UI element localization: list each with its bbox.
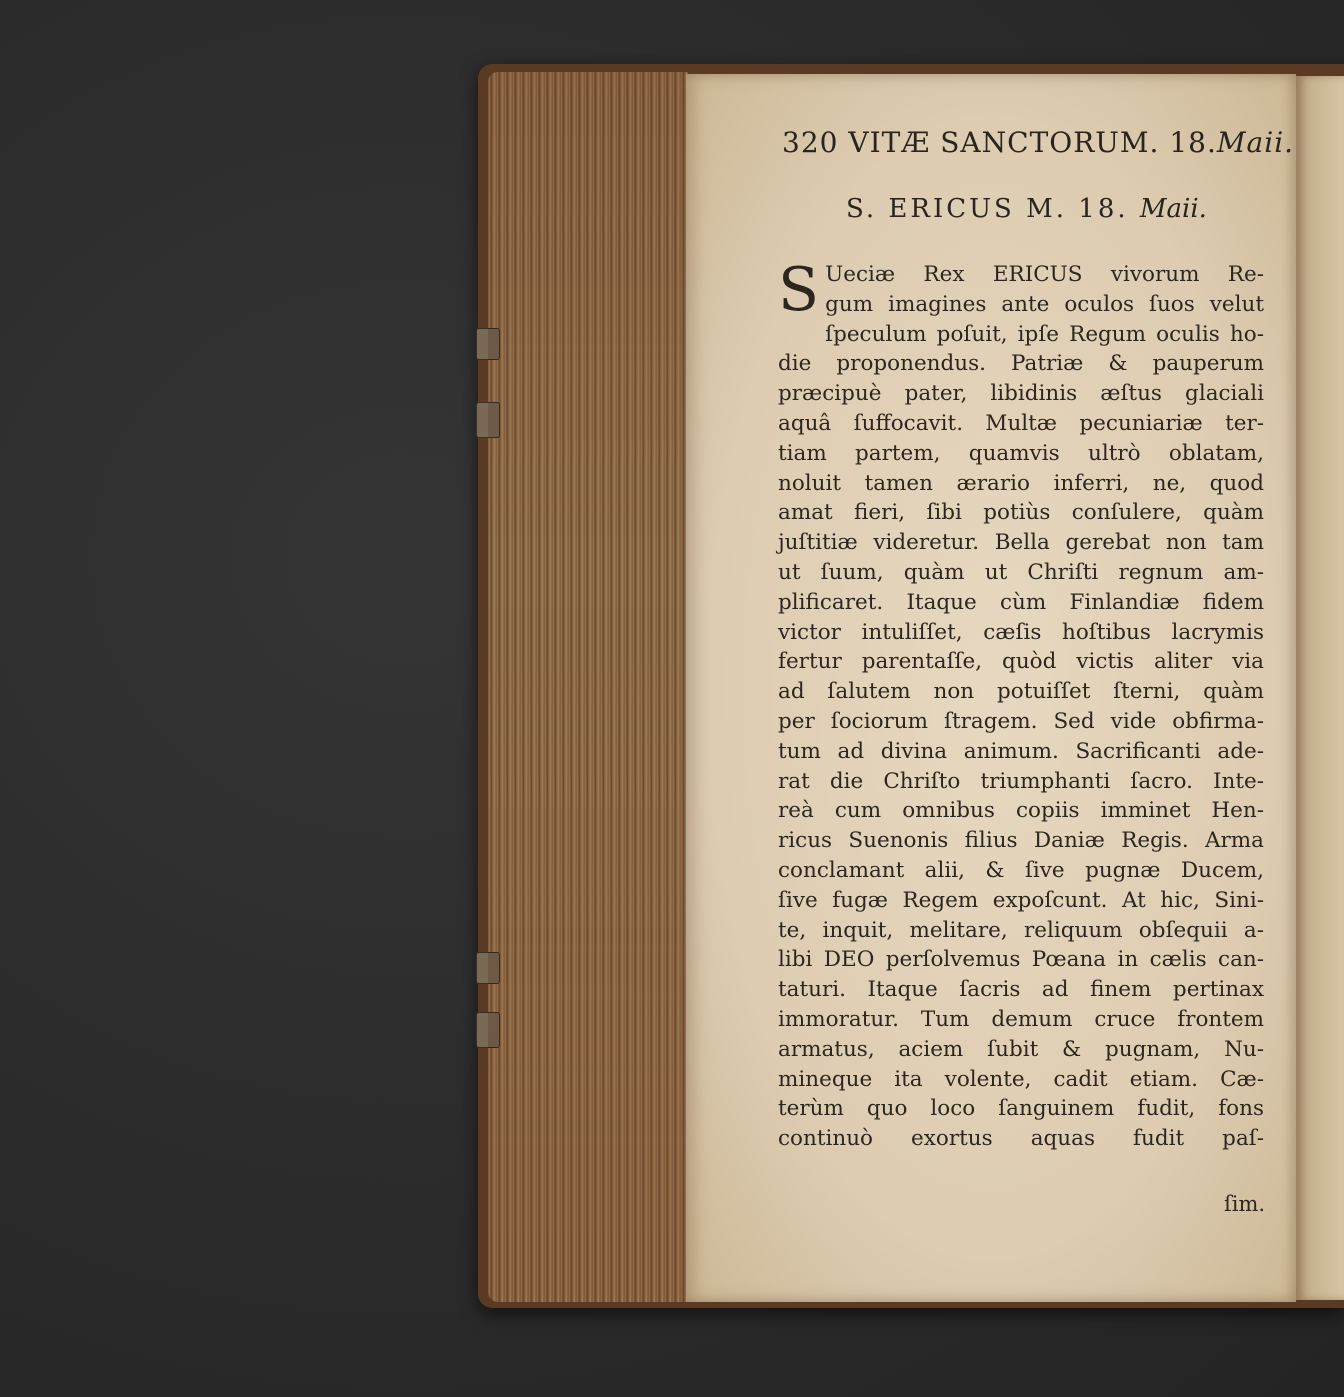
- text-line: ſpeculum poſuit, ipſe Regum oculis ho-: [825, 321, 1264, 347]
- open-book: [478, 58, 1344, 1308]
- text-line: tum ad divina animum. Sacrificanti ade-: [778, 738, 1264, 764]
- text-line: præcipuè pater, libidinis æſtus glaciali: [778, 381, 1264, 407]
- text-line: reà cum omnibus copiis imminet Hen-: [778, 798, 1264, 824]
- text-line: Ueciæ Rex ERICUS vivorum Re-: [825, 262, 1264, 287]
- text-line: immoratur. Tum demum cruce frontem: [778, 1006, 1264, 1032]
- clasp-lower-hinge: [476, 1012, 500, 1048]
- text-line: gum imagines ante oculos ſuos velut: [825, 291, 1264, 317]
- text-line: ut ſuum, quàm ut Chriſti regnum am-: [778, 559, 1264, 585]
- page-block-edges: [488, 72, 688, 1302]
- text-line: per ſociorum ſtragem. Sed vide obfirma-: [778, 708, 1264, 734]
- catchword: ſim.: [1224, 1192, 1266, 1216]
- book-page: [686, 74, 1296, 1302]
- text-line: terùm quo loco ſanguinem fudit, fons: [778, 1096, 1264, 1122]
- text-line: mineque ita volente, cadit etiam. Cæ-: [778, 1066, 1264, 1092]
- text-line: ſive fugæ Regem expoſcunt. At hic, Sini-: [778, 887, 1264, 913]
- text-line: armatus, aciem ſubit & pugnam, Nu-: [778, 1036, 1264, 1062]
- text-line: rat die Chriſto triumphanti ſacro. Inte-: [778, 768, 1264, 794]
- clasp-upper-hinge: [476, 402, 500, 438]
- heading-date-month: Maii.: [1139, 194, 1207, 224]
- body-text: [778, 255, 1264, 1154]
- text-line: conclamant alii, & ſive pugnæ Ducem,: [778, 857, 1264, 883]
- running-date-num: 18.: [1169, 126, 1217, 159]
- text-line: juſtitiæ videretur. Bella gerebat non tam: [778, 530, 1264, 556]
- clasp-lower: [476, 952, 500, 984]
- clasp-upper: [476, 328, 500, 360]
- text-line: ricus Suenonis filius Daniæ Regis. Arma: [778, 828, 1264, 854]
- text-line: tiam partem, quamvis ultrò oblatam,: [778, 440, 1264, 466]
- text-line: libi DEO perſolvemus Pœana in cælis can-: [778, 947, 1264, 973]
- text-line: die proponendus. Patriæ & pauperum: [778, 351, 1264, 377]
- running-head: [782, 126, 1295, 159]
- saint-name: S. ERICUS M.: [846, 194, 1068, 224]
- running-date-month: Maii.: [1216, 126, 1295, 159]
- drop-cap: S: [778, 255, 820, 325]
- text-line: aquâ ſuffocavit. Multæ pecuniariæ ter-: [778, 410, 1264, 436]
- text-line: taturi. Itaque ſacris ad finem pertinax: [778, 977, 1264, 1003]
- text-line: plificaret. Itaque cùm Finlandiæ fidem: [778, 589, 1264, 615]
- heading-date-num: 18.: [1078, 194, 1129, 224]
- text-line: victor intuliſſet, cæſis hoſtibus lacrymis: [778, 619, 1264, 645]
- text-line: fertur parentaſſe, quòd victis aliter via: [778, 649, 1264, 675]
- text-line: continuò exortus aquas fudit paſ-: [778, 1126, 1264, 1152]
- text-line: noluit tamen ærario inferri, ne, quod: [778, 470, 1264, 496]
- page-number: 320: [782, 126, 839, 159]
- text-line: ad ſalutem non potuiſſet ſterni, quàm: [778, 679, 1264, 705]
- text-line: te, inquit, melitare, reliquum obſequii a-: [778, 917, 1264, 943]
- facing-page-edge: [1296, 76, 1344, 1300]
- running-title: VITÆ SANCTORUM.: [848, 126, 1160, 159]
- saint-heading: [846, 194, 1266, 224]
- text-line: amat fieri, ſibi potiùs conſulere, quàm: [778, 500, 1264, 526]
